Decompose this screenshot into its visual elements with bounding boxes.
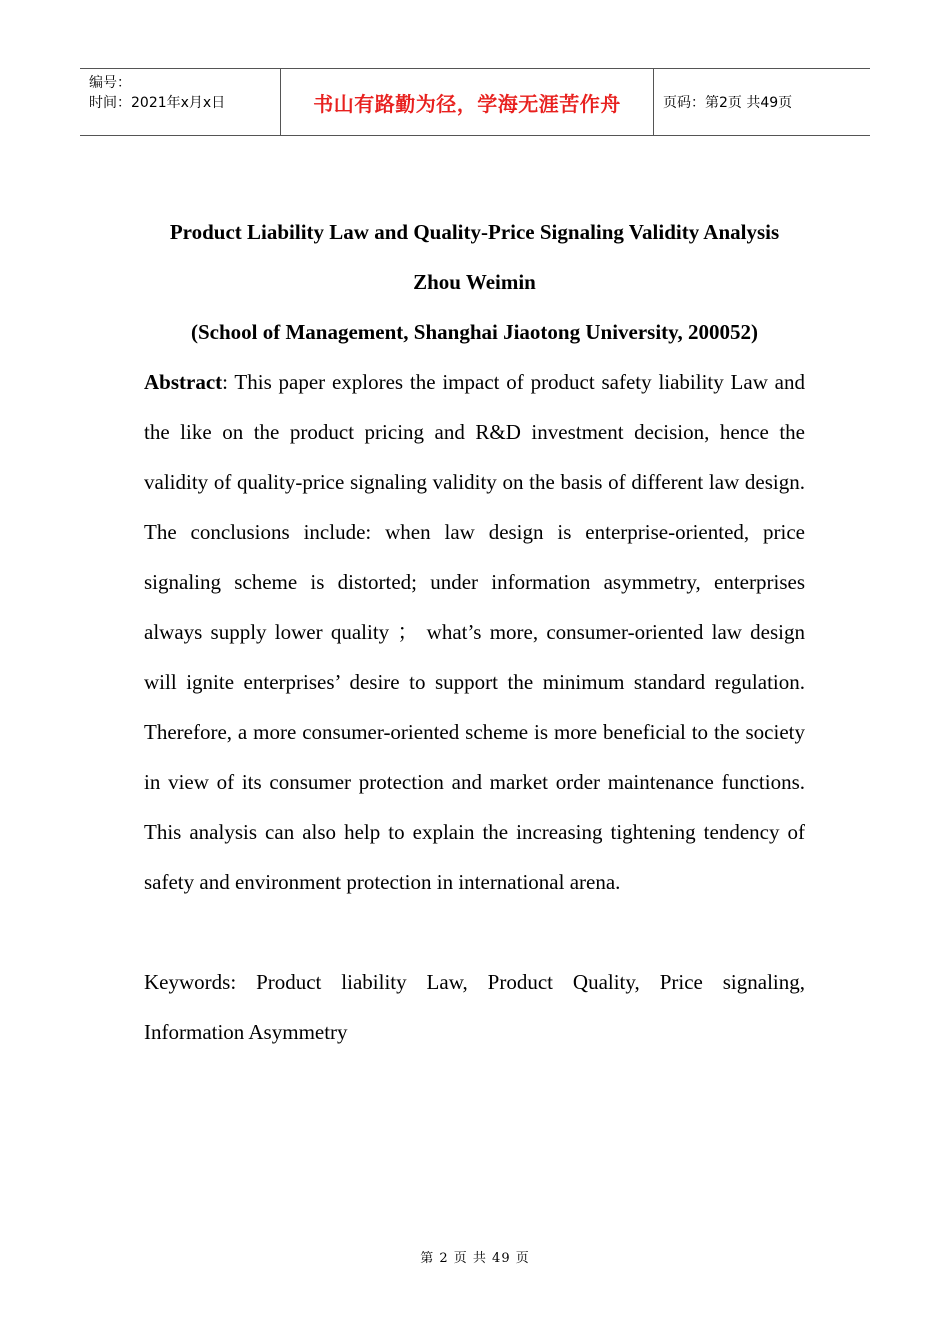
abstract-label: Abstract [144, 370, 223, 394]
paper-keywords: Keywords: Product liability Law, Product Quality, Price signaling, Information Asymmetry [144, 970, 805, 1044]
document-number-label: 编号： [89, 75, 131, 91]
header-meta-cell [80, 69, 281, 135]
page-header [80, 68, 870, 136]
paper-author: Zhou Weimin [413, 270, 536, 294]
abstract-text: : This paper explores the impact of product safety liability Law and the like on the product pricing and R&D investment decision, hence the validity of quality-price signaling validity on the basis of different law design. The conclusions include: when law design is enterprise-oriented, price signaling scheme is distorted; under information asymmetry, enterprises always supply lower quality ； what’s more, consumer-oriented law design will ignite enterprises’ desire to support the minimum standard regulation. Therefore, a more consumer-oriented scheme is more beneficial to the society in view of its consumer protection and market order maintenance functions. This analysis can also help to explain the increasing tightening tendency of safety and environment protection in international arena. [144, 370, 805, 894]
document-time-label: 时间：2021年x月x日 [89, 95, 226, 111]
paper-title: Product Liability Law and Quality-Price Signaling Validity Analysis [169, 220, 780, 244]
header-motto: 书山有路勤为径，学海无涯苦作舟 [281, 69, 654, 135]
header-page-info: 页码：第2页 共49页 [663, 95, 793, 111]
page-footer: 第 2 页 共 49 页 [420, 1251, 530, 1266]
paper-affiliation: (School of Management, Shanghai Jiaotong University, 200052) [190, 320, 759, 344]
paper-abstract [144, 357, 805, 907]
paper-body [144, 207, 805, 1057]
